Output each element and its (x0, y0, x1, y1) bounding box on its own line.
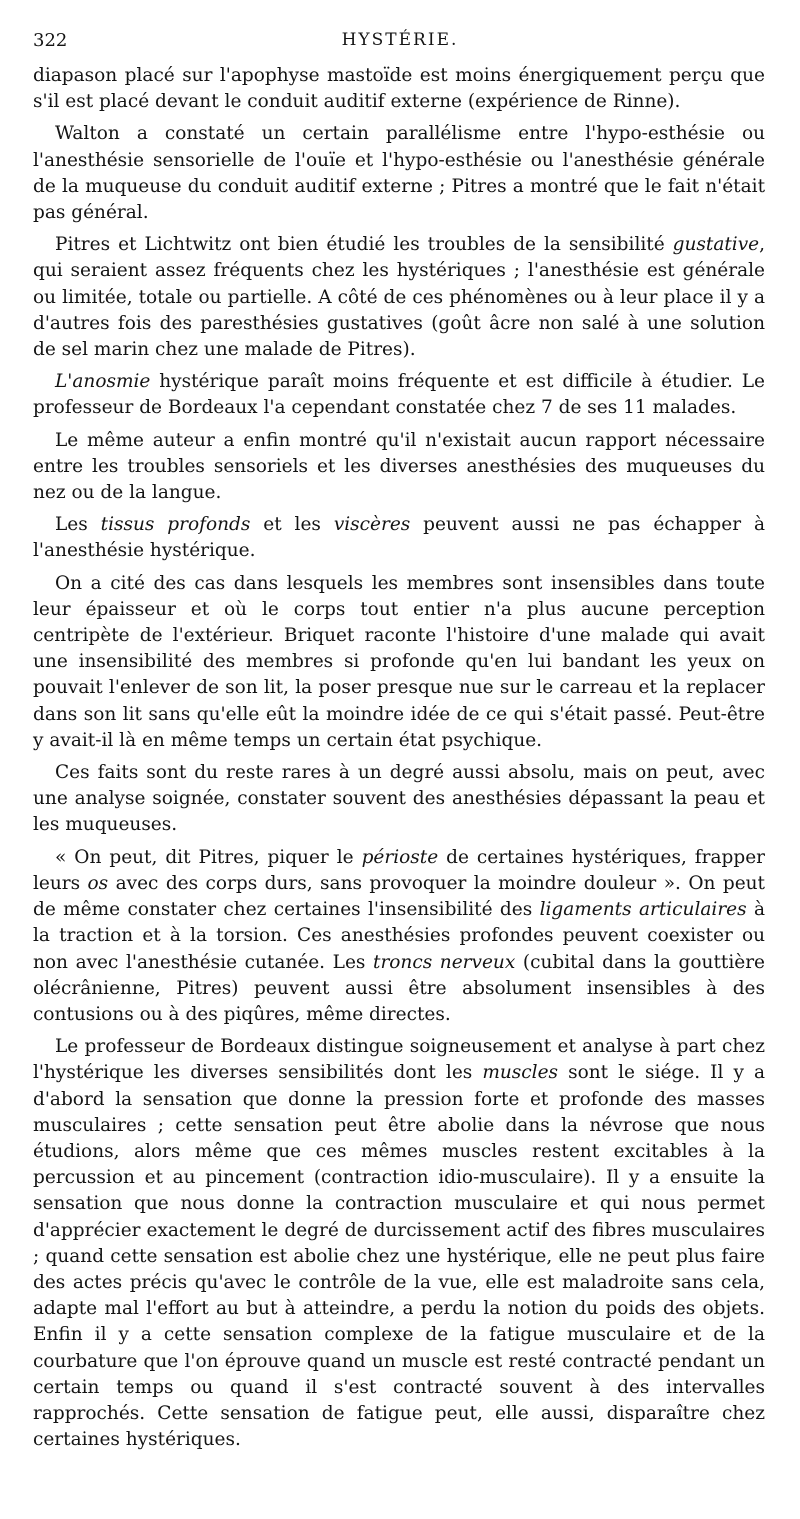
text-run: , qui seraient assez fréquents chez les hystériques ; l'anesthésie est générale ou limitée, totale ou partielle. A côté de ces phénomènes ou à leur place il y a d'autres fois des paresthésies gustatives (goût âcre non salé à une solution de sel marin chez une malade de Pitres). (33, 234, 765, 361)
text-run: Les (55, 514, 101, 536)
text-run: de certaines hystériques, frapper leurs (33, 846, 766, 894)
page-number: 322 (33, 30, 68, 51)
text-run: Walton a constaté un certain parallélisme entre l'hypo-esthésie ou l'anesthésie sensorielle de l'ouïe et l'hypo-esthésie ou l'anesthésie générale de la muqueuse du conduit auditif externe ; Pitres a montré que le fait n'était pas général. (33, 123, 765, 224)
italic-term: troncs nerveux (373, 951, 516, 973)
text-run: diapason placé sur l'apophyse mastoïde est moins énergiquement perçu que s'il est placé devant le conduit auditif externe (expérience de Rinne). (33, 65, 765, 113)
italic-term: gustative (672, 234, 760, 256)
paragraph (33, 63, 765, 115)
paragraph (33, 121, 765, 226)
text-run: Le professeur de Bordeaux distingue soigneusement et analyse à part chez l'hystérique les diverses sensibilités dont les (33, 1036, 765, 1084)
text-run: On a cité des cas dans lesquels les membres sont insensibles dans toute leur épaisseur et où le corps tout entier n'a plus aucune perception centripète de l'extérieur. Briquet raconte l'histoire d'une malade qui avait une insensibilité des membres si profonde qu'en lui bandant les yeux on pouvait l'enlever de son lit, la poser presque nue sur le carreau et la replacer dans son lit sans qu'elle eût la moindre idée de ce qui s'était passé. Peut-être y avait-il là en même temps un certain état psychique. (33, 572, 765, 751)
italic-term: tissus profonds (100, 514, 251, 536)
italic-term: périoste (361, 846, 439, 868)
body-text (33, 63, 765, 1459)
italic-term: os (87, 872, 109, 894)
paragraph (33, 428, 765, 507)
paragraph (33, 845, 765, 1028)
running-title: HYSTÉRIE. (341, 30, 459, 50)
text-run: peuvent aussi ne pas échapper à l'anesthésie hystérique. (33, 514, 765, 562)
page-header (33, 30, 767, 56)
italic-term: L'anosmie (55, 371, 151, 393)
text-run: hystérique paraît moins fréquente et est difficile à étudier. Le professeur de Bordeaux l'a cependant constatée chez 7 de ses 11 malades. (33, 371, 765, 419)
text-run: à la traction et à la torsion. Ces anesthésies profondes peuvent coexister ou non avec l'anesthésie cutanée. Les (33, 899, 765, 973)
text-run: Ces faits sont du reste rares à un degré aussi absolu, mais on peut, avec une analyse soignée, constater souvent des anesthésies dépassant la peau et les muqueuses. (33, 762, 765, 836)
paragraph (33, 232, 765, 363)
paragraph (33, 369, 765, 421)
text-run: Pitres et Lichtwitz ont bien étudié les troubles de la sensibilité (55, 234, 673, 256)
text-run: sont le siége. Il y a d'abord la sensation que donne la pression forte et profonde des masses musculaires ; cette sensation peut être abolie dans la névrose que nous étudions, alors même que ces mêmes muscles restent excitables à la percussion et au pincement (contraction idio-musculaire). Il y a ensuite la sensation que nous donne la contraction musculaire et qui nous permet d'apprécier exactement le degré de durcissement actif des fibres musculaires ; quand cette sensation est abolie chez une hystérique, elle ne peut plus faire des actes précis qu'avec le contrôle de la vue, elle est maladroite sans cela, adapte mal l'effort au but à atteindre, a perdu la notion du poids des objets. Enfin il y a cette sensation complexe de la fatigue musculaire et de la courbature que l'on éprouve quand un muscle est resté contracté pendant un certain temps ou quand il s'est contracté souvent à des intervalles rapprochés. Cette sensation de fatigue peut, elle aussi, disparaître chez certaines hystériques. (33, 1062, 765, 1451)
text-run: « On peut, dit Pitres, piquer le (55, 846, 362, 868)
italic-term: viscères (333, 514, 411, 536)
paragraph (33, 571, 765, 754)
text-run: (cubital dans la gouttière olécrânienne, Pitres) peuvent aussi être absolument insensibles à des contusions ou à des piqûres, même directes. (33, 951, 765, 1025)
italic-term: muscles (482, 1062, 559, 1084)
text-run: avec des corps durs, sans provoquer la moindre douleur ». On peut de même constater chez certaines l'insensibilité des (33, 872, 765, 921)
text-run: et les (250, 514, 334, 536)
paragraph (33, 512, 765, 564)
paragraph (33, 760, 765, 839)
italic-term: ligaments articulaires (539, 899, 747, 921)
paragraph (33, 1034, 765, 1453)
text-run: Le même auteur a enfin montré qu'il n'existait aucun rapport nécessaire entre les troubles sensoriels et les diverses anesthésies des muqueuses du nez ou de la langue. (33, 429, 765, 504)
